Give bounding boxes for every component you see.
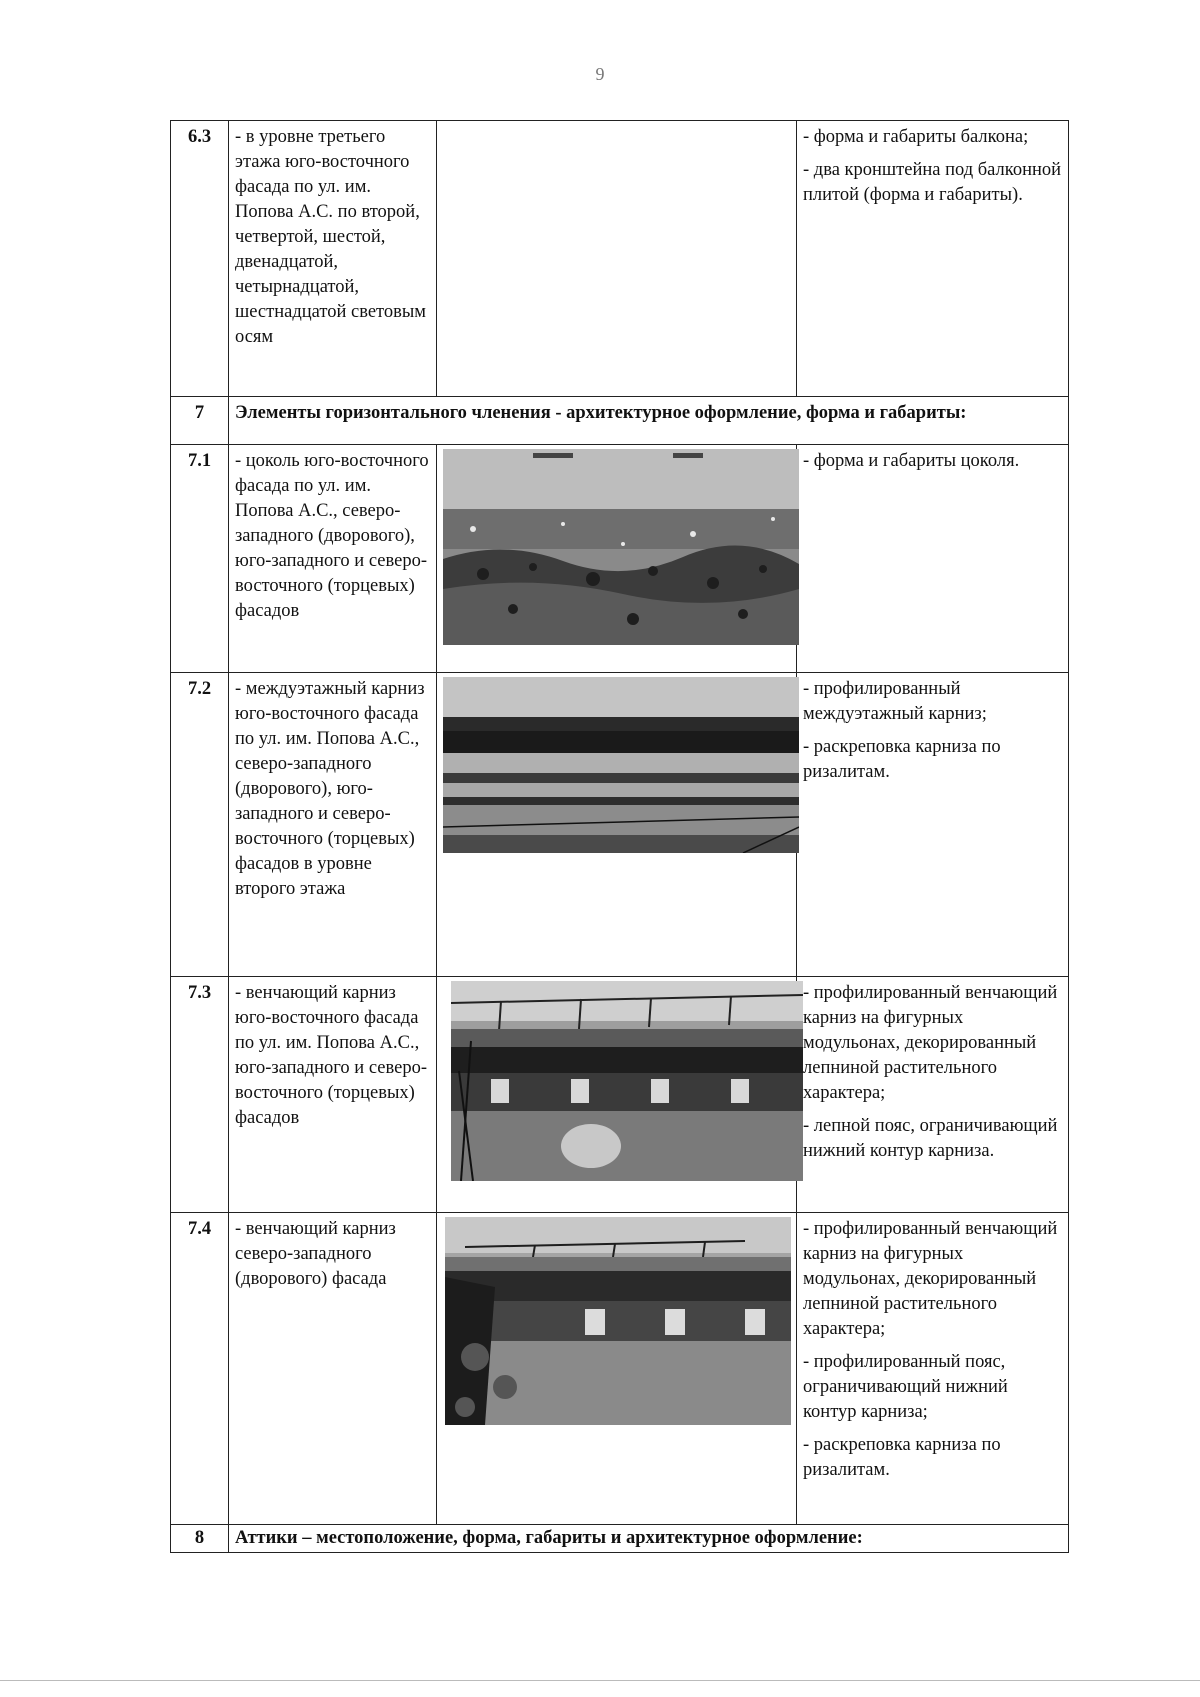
feature-item: - профилированный пояс, ограничивающий нижний контур карниза; xyxy=(803,1352,1008,1422)
table-row xyxy=(171,673,1069,977)
element-description: - венчающий карниз северо-западного (дворового) фасада xyxy=(229,1213,437,1525)
element-description: - цоколь юго-восточного фасада по ул. им. Попова А.С., северо-западного (дворового), юго-западного и северо-восточного (торцевых) фасадов xyxy=(229,445,437,673)
feature-item: - профилированный междуэтажный карниз; xyxy=(803,679,987,724)
feature-item: - два кронштейна под балконной плитой (форма и габариты). xyxy=(803,160,1062,205)
section-heading-row xyxy=(171,397,1069,445)
photo-cell xyxy=(437,977,797,1213)
protected-features xyxy=(797,121,1069,397)
row-number: 7.4 xyxy=(171,1213,229,1525)
feature-item: - форма и габариты балкона; xyxy=(803,127,1029,147)
element-description: - междуэтажный карниз юго-восточного фасада по ул. им. Попова А.С., северо-западного (дворового), юго-западного и северо-восточного (торцевых) фасадов в уровне второго этажа xyxy=(229,673,437,977)
row-number: 6.3 xyxy=(171,121,229,397)
protected-elements-table xyxy=(170,120,1069,1553)
element-description: - в уровне третьего этажа юго-восточного фасада по ул. им. Попова А.С. по второй, четвертой, шестой, двенадцатой, четырнадцатой, шестнадцатой световым осям xyxy=(229,121,437,397)
row-number: 7.1 xyxy=(171,445,229,673)
protected-features xyxy=(797,1213,1069,1525)
photo-cell xyxy=(437,1213,797,1525)
table-row xyxy=(171,1213,1069,1525)
feature-item: - раскреповка карниза по ризалитам. xyxy=(803,737,1001,782)
protected-features xyxy=(797,445,1069,673)
row-number: 7.3 xyxy=(171,977,229,1213)
feature-item: - профилированный венчающий карниз на фигурных модульонах, декорированный лепниной растительного характера; xyxy=(803,983,1058,1103)
feature-item: - форма и габариты цоколя. xyxy=(803,451,1020,471)
section-heading: Аттики – местоположение, форма, габариты и архитектурное оформление: xyxy=(229,1525,1069,1553)
page-number: 9 xyxy=(595,64,605,84)
feature-item: - лепной пояс, ограничивающий нижний контур карниза. xyxy=(803,1116,1058,1161)
table-row xyxy=(171,445,1069,673)
section-number: 8 xyxy=(171,1525,229,1553)
table-row xyxy=(171,977,1069,1213)
photo-cell xyxy=(437,445,797,673)
protected-features xyxy=(797,673,1069,977)
crowning-cornice-photo xyxy=(451,981,803,1181)
feature-item: - раскреповка карниза по ризалитам. xyxy=(803,1435,1001,1480)
photo-cell-empty xyxy=(437,121,797,397)
scan-edge-line xyxy=(0,1680,1200,1681)
courtyard-cornice-photo xyxy=(445,1217,791,1425)
feature-item: - профилированный венчающий карниз на фигурных модульонах, декорированный лепниной растительного характера; xyxy=(803,1219,1058,1339)
section-heading: Элементы горизонтального членения - архитектурное оформление, форма и габариты: xyxy=(229,397,1069,445)
intermediate-cornice-photo xyxy=(443,677,799,853)
element-description: - венчающий карниз юго-восточного фасада по ул. им. Попова А.С., юго-западного и северо-восточного (торцевых) фасадов xyxy=(229,977,437,1213)
photo-cell xyxy=(437,673,797,977)
section-heading-row xyxy=(171,1525,1069,1553)
plinth-photo xyxy=(443,449,799,645)
protected-features xyxy=(797,977,1069,1213)
section-number: 7 xyxy=(171,397,229,445)
row-number: 7.2 xyxy=(171,673,229,977)
table-row xyxy=(171,121,1069,397)
